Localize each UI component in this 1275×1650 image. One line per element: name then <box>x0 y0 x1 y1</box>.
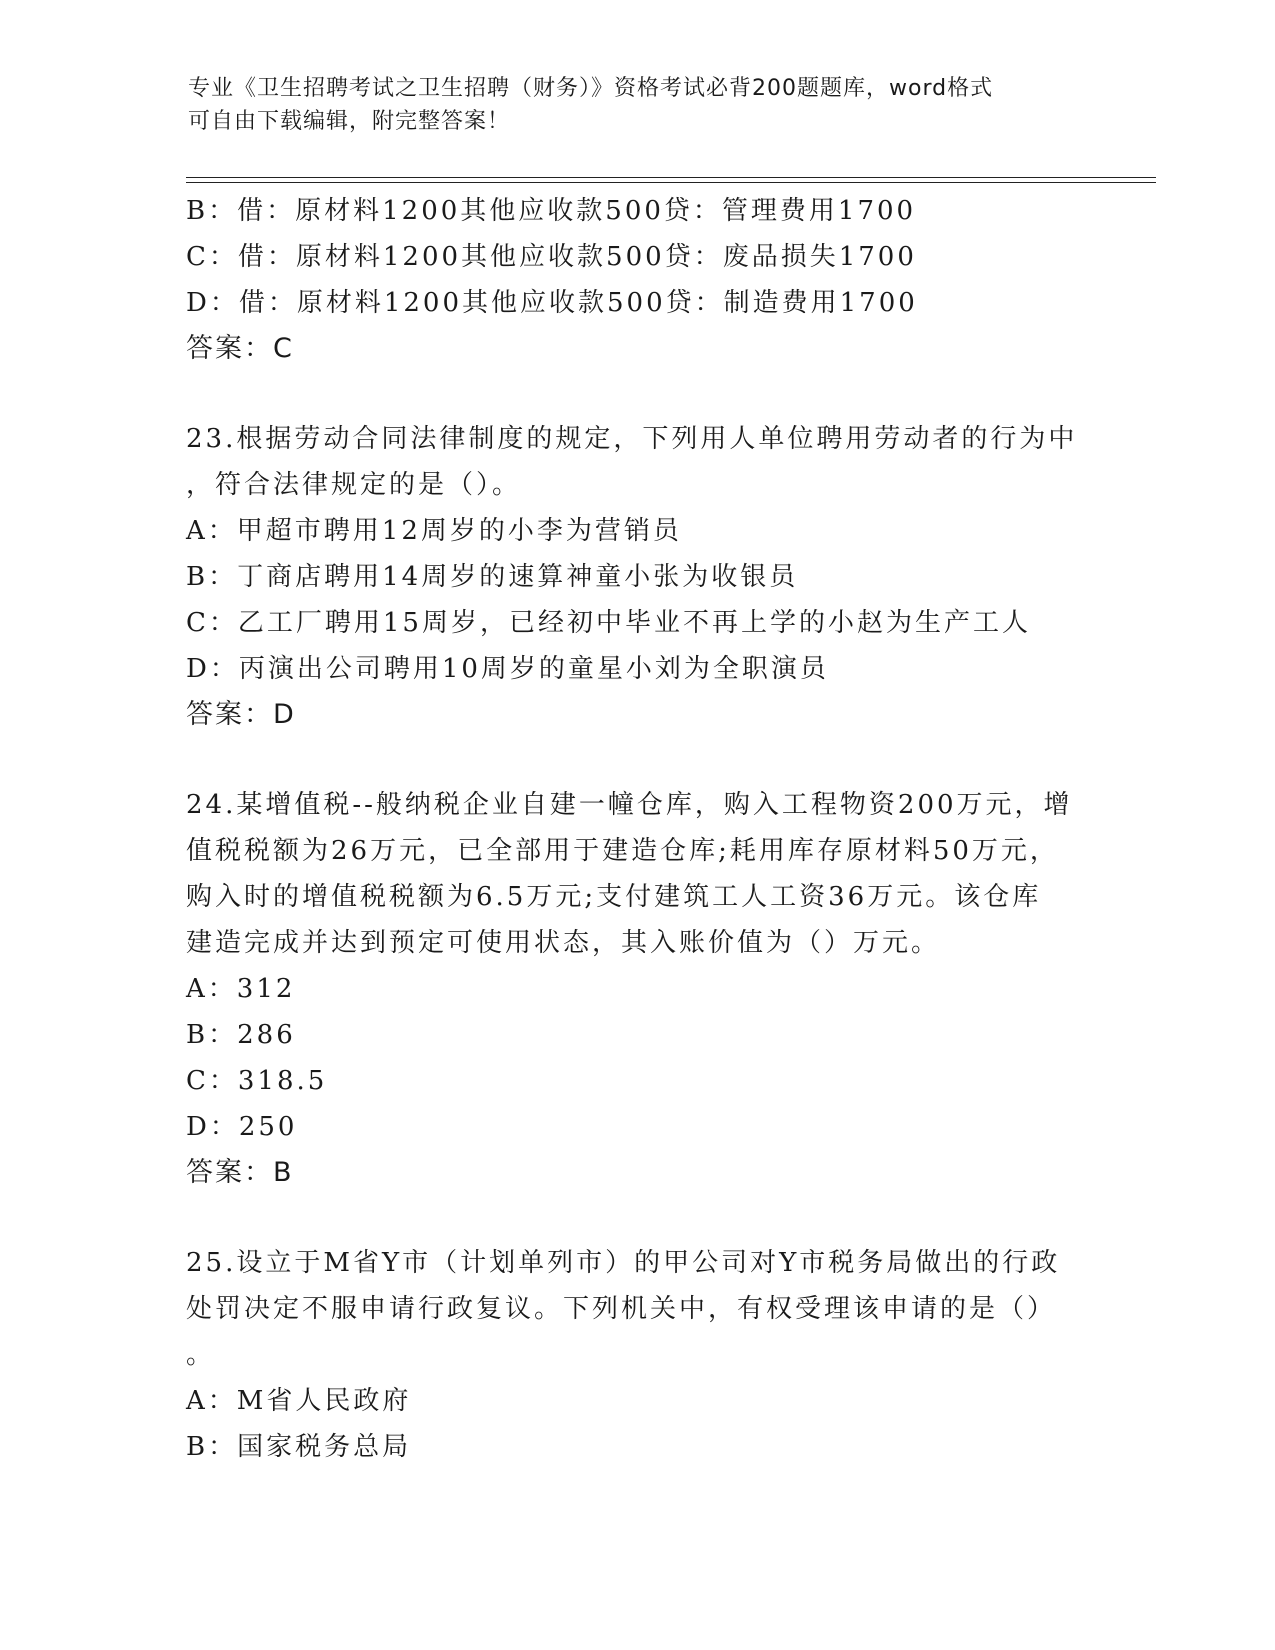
option-b: B：国家税务总局 <box>186 1432 412 1462</box>
document-header <box>188 72 1088 138</box>
question-content <box>186 188 1086 1470</box>
option-a: A：M省人民政府 <box>186 1386 412 1416</box>
question-stem-line: ，符合法律规定的是（）。 <box>186 470 522 500</box>
option-d: D：丙演出公司聘用10周岁的童星小刘为全职演员 <box>186 654 829 684</box>
question-25 <box>186 1240 1086 1470</box>
spacer <box>186 372 1086 416</box>
question-stem-line: 购入时的增值税税额为6.5万元;支付建筑工人工资36万元。该仓库 <box>186 882 1042 912</box>
option-c: C：乙工厂聘用15周岁，已经初中毕业不再上学的小赵为生产工人 <box>186 608 1031 638</box>
option-d: D：借：原材料1200其他应收款500贷：制造费用1700 <box>186 288 918 318</box>
option-a: A：甲超市聘用12周岁的小李为营销员 <box>186 516 682 546</box>
option-c: C：借：原材料1200其他应收款500贷：废品损失1700 <box>186 242 917 272</box>
answer-line: 答案：D <box>186 699 296 730</box>
header-divider-top <box>186 177 1156 178</box>
question-stem-line: 。 <box>186 1340 216 1370</box>
question-stem-line: 建造完成并达到预定可使用状态，其入账价值为（）万元。 <box>186 928 941 958</box>
question-stem-line: 24.某增值税--般纳税企业自建一幢仓库，购入工程物资200万元，增 <box>186 790 1073 820</box>
header-divider-bottom <box>186 182 1156 183</box>
option-b: B：286 <box>186 1020 296 1050</box>
option-a: A：312 <box>186 974 296 1004</box>
question-stem-line: 23.根据劳动合同法律制度的规定，下列用人单位聘用劳动者的行为中 <box>186 424 1078 454</box>
option-b: B：丁商店聘用14周岁的速算神童小张为收银员 <box>186 562 799 592</box>
question-stem-line: 处罚决定不服申请行政复议。下列机关中，有权受理该申请的是（） <box>186 1294 1057 1324</box>
answer-line: 答案：B <box>186 1157 294 1188</box>
prev-question-block <box>186 188 1086 372</box>
question-stem-line: 值税税额为26万元，已全部用于建造仓库;耗用库存原材料50万元， <box>186 836 1059 866</box>
option-c: C：318.5 <box>186 1066 328 1096</box>
spacer <box>186 1196 1086 1240</box>
question-24 <box>186 782 1086 1196</box>
option-b: B：借：原材料1200其他应收款500贷：管理费用1700 <box>186 196 917 226</box>
header-title-line-2: 可自由下载编辑，附完整答案！ <box>188 109 511 134</box>
spacer <box>186 738 1086 782</box>
header-title-line-1: 专业《卫生招聘考试之卫生招聘（财务）》资格考试必背200题题库，word格式 <box>188 76 994 101</box>
answer-line: 答案：C <box>186 333 294 364</box>
option-d: D：250 <box>186 1112 298 1142</box>
question-stem-line: 25.设立于M省Y市（计划单列市）的甲公司对Y市税务局做出的行政 <box>186 1248 1061 1278</box>
question-23 <box>186 416 1086 738</box>
